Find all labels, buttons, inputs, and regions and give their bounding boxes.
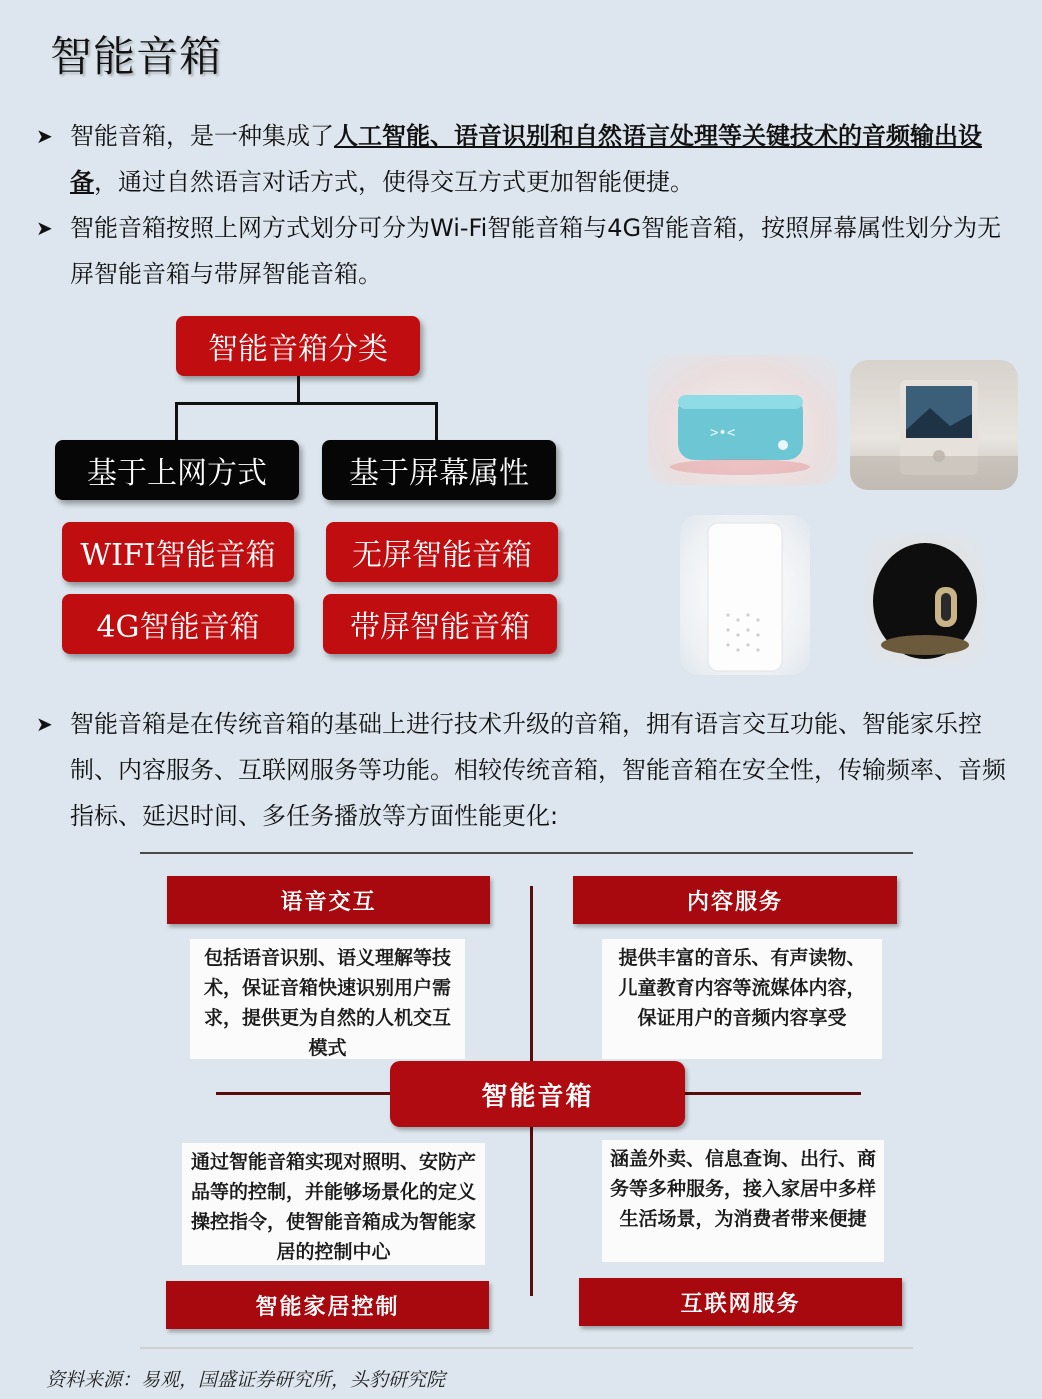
paragraph-definition (36, 113, 1011, 205)
paragraph-classification (36, 205, 1011, 297)
bottom-rule (140, 1347, 913, 1349)
content-service-desc: 提供丰富的音乐、有声读物、儿童教育内容等流媒体内容，保证用户的音频内容享受 (602, 939, 882, 1059)
arrow-bullet-icon: ➤ (36, 216, 53, 240)
tree-connector (175, 402, 438, 405)
page-title: 智能音箱 (50, 32, 223, 81)
p1-text-start: 智能音箱，是一种集成了 (70, 122, 334, 150)
teal-speaker-image (648, 355, 838, 485)
black-orb-speaker-image (865, 535, 985, 665)
p2-text: 智能音箱按照上网方式划分可分为Wi-Fi智能音箱与4G智能音箱，按照屏幕属性划分为无屏智能音箱与带屏智能音箱。 (70, 214, 1002, 288)
arrow-bullet-icon: ➤ (36, 712, 53, 736)
white-cylinder-speaker-image (680, 515, 810, 675)
source-note: 资料来源：易观，国盛证券研究所，头豹研究院 (46, 1369, 446, 1391)
content-service-label: 内容服务 (573, 876, 897, 924)
wifi-speaker-box: WIFI智能音箱 (62, 522, 294, 582)
p1-underlined-text: 人工智能、语音识别和自然语言处理等关键技术的音频输出设备 (70, 122, 982, 196)
paragraph-functions (36, 701, 1011, 839)
screen-speaker-box: 带屏智能音箱 (323, 594, 557, 654)
4g-speaker-box: 4G智能音箱 (62, 594, 294, 654)
svg-text:>•<: >•< (710, 425, 736, 441)
internet-service-label: 互联网服务 (579, 1278, 902, 1326)
classification-root: 智能音箱分类 (176, 316, 420, 376)
voice-interaction-desc: 包括语音识别、语义理解等技术，保证音箱快速识别用户需求，提供更为自然的人机交互模式 (190, 939, 465, 1059)
smart-home-control-label: 智能家居控制 (166, 1281, 489, 1329)
branch-screen: 基于屏幕属性 (322, 440, 556, 500)
top-rule (140, 852, 913, 854)
no-screen-speaker-box: 无屏智能音箱 (326, 522, 558, 582)
arrow-bullet-icon: ➤ (36, 124, 53, 148)
screen-speaker-image (850, 360, 1018, 490)
tree-connector (435, 402, 438, 440)
branch-network: 基于上网方式 (55, 440, 299, 500)
tree-connector (297, 376, 300, 404)
smart-home-control-desc: 通过智能音箱实现对照明、安防产品等的控制，并能够场景化的定义操控指令，使智能音箱成为智能家居的控制中心 (182, 1143, 485, 1265)
internet-service-desc: 涵盖外卖、信息查询、出行、商务等多种服务，接入家居中多样生活场景，为消费者带来便捷 (602, 1140, 884, 1262)
voice-interaction-label: 语音交互 (167, 876, 490, 924)
center-smart-speaker: 智能音箱 (390, 1061, 685, 1127)
p1-text-end: ，通过自然语言对话方式，使得交互方式更加智能便捷。 (94, 168, 694, 196)
p3-text: 智能音箱是在传统音箱的基础上进行技术升级的音箱，拥有语言交互功能、智能家乐控制、内容服务、互联网服务等功能。相较传统音箱，智能音箱在安全性，传输频率、音频指标、延迟时间、多任务播放等方面性能更化: (70, 710, 1006, 830)
tree-connector (175, 402, 178, 440)
